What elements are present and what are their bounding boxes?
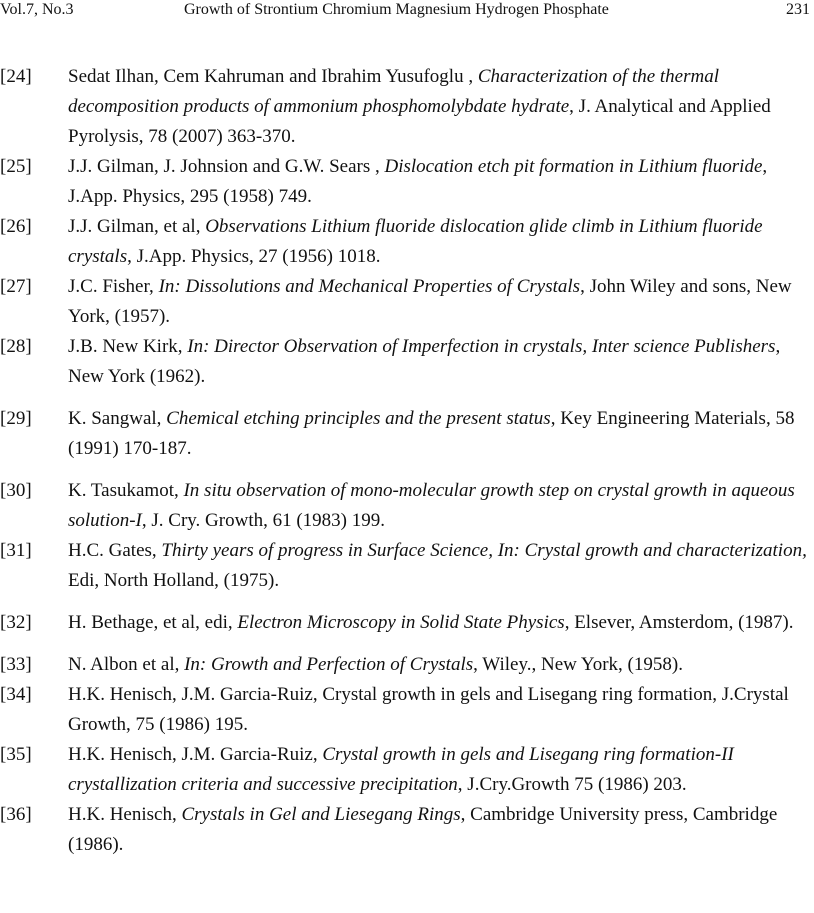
reference-30 [0, 476, 812, 536]
reference-title: Electron Microscopy in Solid State Physics [237, 612, 565, 633]
reference-title: Crystal growth in gels and Lisegang ring formation-II crystallization criteria and successive precipitation [68, 744, 734, 795]
reference-authors: J.C. Fisher, [68, 276, 154, 297]
reference-source: , Wiley., New York, (1958). [473, 654, 683, 675]
reference-authors: H.K. Henisch, J.M. Garcia-Ruiz, Crystal growth in gels and Lisegang ring formation, J.Crystal Growth, 75 (1986) 195. [68, 684, 789, 735]
reference-number: [30] [0, 480, 32, 501]
reference-source: , J.Cry.Growth 75 (1986) 203. [457, 774, 687, 795]
reference-title: In: Growth and Perfection of Crystals [184, 654, 474, 675]
reference-source: , Key Engineering Materials, 58 (1991) 170-187. [68, 408, 795, 459]
reference-source: , John Wiley and sons, New York, (1957). [68, 276, 792, 327]
reference-source: , J. Cry. Growth, 61 (1983) 199. [141, 510, 386, 531]
reference-27 [0, 272, 812, 332]
reference-number: [36] [0, 804, 32, 825]
reference-number: [27] [0, 276, 32, 297]
reference-36 [0, 800, 812, 860]
reference-title: In situ observation of mono-molecular growth step on crystal growth in aqueous solution-I [68, 480, 795, 531]
reference-title: Observations Lithium fluoride dislocation glide climb in Lithium fluoride crystals [68, 216, 763, 267]
reference-number: [29] [0, 408, 32, 429]
reference-text [68, 536, 812, 596]
reference-31 [0, 536, 812, 596]
reference-number: [35] [0, 744, 32, 765]
reference-33 [0, 650, 812, 680]
reference-title: Crystals in Gel and Liesegang Rings [181, 804, 461, 825]
reference-authors: H.K. Henisch, J.M. Garcia-Ruiz, [68, 744, 318, 765]
reference-title: In: Dissolutions and Mechanical Properties of Crystals [158, 276, 581, 297]
reference-title: Dislocation etch pit formation in Lithium fluoride [384, 156, 763, 177]
reference-list [0, 62, 812, 860]
reference-24 [0, 62, 812, 152]
reference-text [68, 608, 812, 638]
reference-source: , Elsever, Amsterdom, (1987). [564, 612, 794, 633]
running-title: Growth of Strontium Chromium Magnesium Hydrogen Phosphate [184, 1, 609, 18]
reference-source: , J.App. Physics, 27 (1956) 1018. [127, 246, 381, 267]
reference-text [68, 272, 812, 332]
reference-text [68, 650, 812, 680]
reference-authors: J.J. Gilman, J. Johnsion and G.W. Sears , [68, 156, 380, 177]
reference-authors: J.J. Gilman, et al, [68, 216, 201, 237]
reference-title: Thirty years of progress in Surface Science, In: Crystal growth and characterization, [161, 540, 807, 561]
reference-number: [26] [0, 216, 32, 237]
reference-number: [34] [0, 684, 32, 705]
reference-authors: N. Albon et al, [68, 654, 180, 675]
page-number: 231 [786, 1, 810, 18]
reference-number: [28] [0, 336, 32, 357]
reference-authors: H.K. Henisch, [68, 804, 177, 825]
reference-authors: K. Sangwal, [68, 408, 162, 429]
reference-authors: J.B. New Kirk, [68, 336, 183, 357]
reference-authors: K. Tasukamot, [68, 480, 184, 501]
reference-26 [0, 212, 812, 272]
reference-29 [0, 404, 812, 464]
reference-34 [0, 680, 812, 740]
reference-text [68, 740, 812, 800]
journal-volume: Vol.7, No.3 [0, 1, 74, 18]
reference-text [68, 62, 812, 152]
reference-title: Chemical etching principles and the present status [166, 408, 551, 429]
reference-source: , J.App. Physics, 295 (1958) 749. [68, 156, 768, 207]
reference-number: [32] [0, 612, 32, 633]
reference-text [68, 800, 812, 860]
reference-source: Edi, North Holland, (1975). [68, 570, 280, 591]
reference-source: , New York (1962). [68, 336, 781, 387]
reference-text [68, 332, 812, 392]
reference-title: In: Director Observation of Imperfection in crystals, Inter science Publishers [187, 336, 776, 357]
reference-number: [31] [0, 540, 32, 561]
reference-25 [0, 152, 812, 212]
reference-text [68, 152, 812, 212]
reference-authors: H. Bethage, et al, edi, [68, 612, 233, 633]
reference-number: [24] [0, 66, 32, 87]
reference-title: Characterization of the thermal decomposition products of ammonium phosphomolybdate hydrate [68, 66, 720, 117]
reference-authors: H.C. Gates, [68, 540, 157, 561]
reference-source: , Cambridge University press, Cambridge (1986). [68, 804, 778, 855]
reference-text [68, 680, 812, 740]
reference-32 [0, 608, 812, 638]
running-header [0, 0, 814, 22]
reference-text [68, 476, 812, 536]
reference-authors: Sedat Ilhan, Cem Kahruman and Ibrahim Yusufoglu , [68, 66, 474, 87]
reference-35 [0, 740, 812, 800]
reference-text [68, 404, 812, 464]
reference-number: [25] [0, 156, 32, 177]
reference-number: [33] [0, 654, 32, 675]
reference-text [68, 212, 812, 272]
reference-source: , J. Analytical and Applied Pyrolysis, 78 (2007) 363-370. [68, 96, 771, 147]
reference-28 [0, 332, 812, 392]
